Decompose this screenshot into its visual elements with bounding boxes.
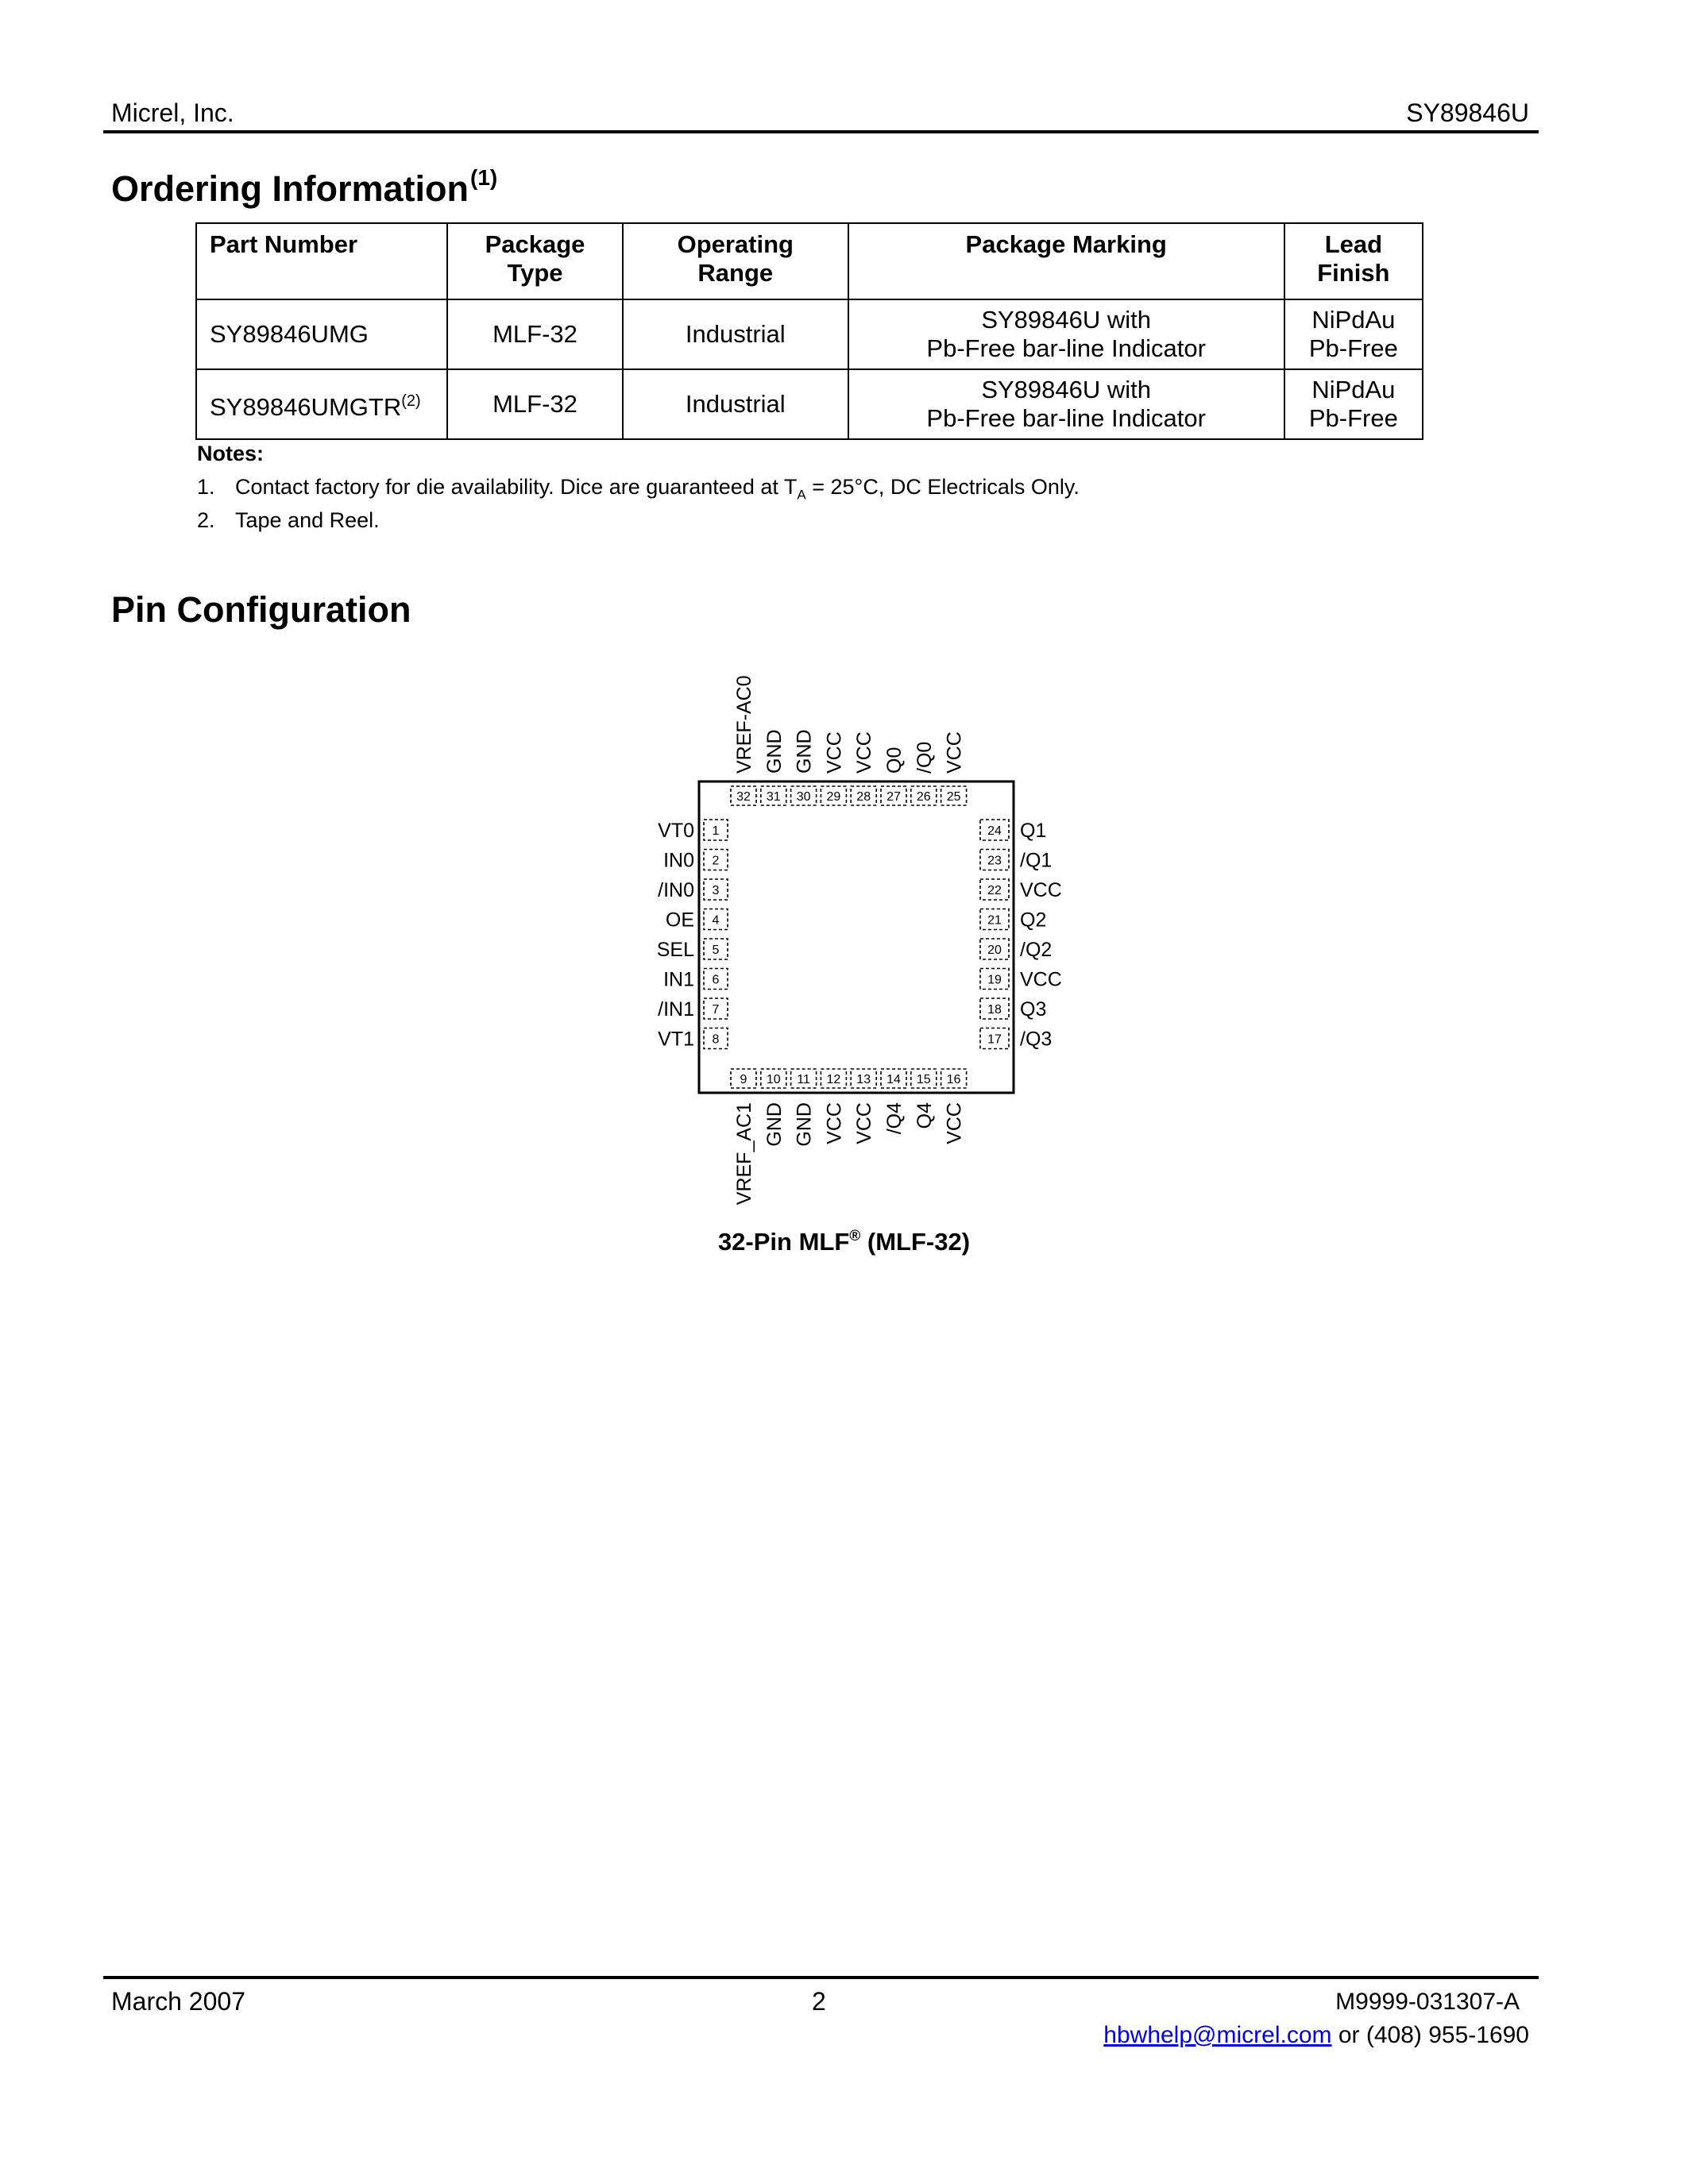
pin-label: VCC [823,731,846,774]
pin-label: /Q0 [913,741,936,774]
cell-part-number: SY89846UMGTR$^{(2)}$ [196,369,447,439]
cell-operating-range: Industrial [623,369,848,439]
pin-label: /Q2 [1020,939,1053,961]
col-lead-finish: Lead Finish [1284,223,1423,299]
pin-label: VCC [943,1102,966,1144]
pin-number: 8 [712,1032,720,1047]
pin-number: 31 [766,790,781,804]
header-part-number: SY89846U [1406,98,1529,127]
footer-rule [103,1976,1539,1979]
pin-number: 2 [712,854,720,868]
footer-doc-number: M9999-031307-A [1335,1989,1520,2015]
pin-number: 20 [987,943,1002,957]
footer-page-number: 2 [812,1987,826,2016]
col-package-marking: Package Marking [848,223,1284,299]
pin-number: 14 [886,1073,901,1086]
pin-label: VCC [943,731,966,774]
cell-package-marking: SY89846U with Pb-Free bar-line Indicator [848,299,1284,369]
pin-label: VCC [823,1102,846,1144]
pin-number: 23 [987,854,1002,868]
pin-number: 32 [736,790,751,804]
ordering-header-row [196,223,1423,299]
pin-number: 16 [946,1073,961,1086]
pin-number: 21 [987,913,1002,928]
pin-label: IN0 [663,849,694,872]
pin-number: 27 [886,790,901,804]
pin-number: 12 [826,1073,841,1086]
pin-label: VREF_AC1 [733,1102,755,1206]
footer-email-link[interactable]: hbwhelp@micrel.com [1103,2022,1332,2048]
pin-number: 30 [796,790,811,804]
pin-label: VCC [853,731,876,774]
pin-label: VT0 [658,820,694,842]
cell-package-type: MLF-32 [447,299,623,369]
pin-number: 10 [766,1073,781,1086]
table-row [196,299,1423,369]
footer-phone: or (408) 955-1690 [1331,2022,1529,2048]
pin-config-title: Pin Configuration [111,589,411,630]
pin-label: /IN0 [658,879,694,901]
cell-package-marking: SY89846U with Pb-Free bar-line Indicator [848,369,1284,439]
cell-part-number: SY89846UMG [196,299,447,369]
pin-label: Q2 [1020,909,1047,932]
figure-caption: 32-Pin MLF® (MLF-32) [717,1228,971,1256]
package-body [699,781,1014,1093]
pin-number: 5 [712,943,720,957]
header-rule [103,130,1539,133]
pin-label: OE [665,909,694,932]
pin-label: Q0 [883,747,906,774]
ordering-table [195,222,1423,440]
footer-date: March 2007 [111,1987,245,2016]
pin-label: VCC [1020,968,1062,991]
footer-contact [1103,2022,1529,2049]
pin-number: 19 [987,973,1002,987]
table-row [196,369,1423,439]
pin-number: 4 [712,913,720,928]
pin-number: 1 [712,824,720,838]
pin-label: SEL [656,939,694,961]
pin-label: Q4 [913,1102,936,1129]
pin-label: /Q4 [883,1102,906,1135]
pin-number: 29 [826,790,841,804]
pin-label: VCC [853,1102,876,1144]
cell-lead-finish: NiPdAu Pb-Free [1284,369,1423,439]
pin-number: 17 [987,1032,1002,1047]
pin-label: GND [793,1102,816,1147]
cell-package-type: MLF-32 [447,369,623,439]
pin-number: 11 [797,1073,810,1086]
pin-number: 6 [712,973,720,987]
pin-number: 13 [856,1073,871,1086]
pin-number: 9 [740,1073,747,1086]
pin-number: 7 [712,1003,720,1017]
ordering-title: Ordering Information$^{(1)}$ [111,165,498,209]
col-operating-range: Operating Range [623,223,848,299]
pin-number: 24 [987,824,1002,838]
pin-label: VT1 [658,1028,694,1051]
col-part-number: Part Number [196,223,447,299]
pin-number: 26 [916,790,931,804]
pin-label: Q1 [1020,820,1047,842]
pin-number: 22 [987,884,1002,897]
pin-number: 15 [916,1073,931,1086]
pin-label: IN1 [663,968,694,991]
pin-diagram [651,667,1064,1207]
pin-label: /Q3 [1020,1028,1053,1051]
pin-number: 3 [712,884,720,897]
pin-label: /Q1 [1020,849,1053,872]
notes-title: Notes: [197,442,265,465]
pin-number: 25 [946,790,961,804]
pin-label: GND [763,1102,786,1147]
pin-label: GND [793,729,816,774]
pin-label: VCC [1020,879,1062,901]
pin-label: GND [763,729,786,774]
pin-label: VREF-AC0 [733,675,755,774]
pin-label: Q3 [1020,998,1047,1021]
pin-label: /IN1 [658,998,694,1021]
header-company: Micrel, Inc. [111,98,234,127]
cell-operating-range: Industrial [623,299,848,369]
pin-number: 28 [856,790,871,804]
cell-lead-finish: NiPdAu Pb-Free [1284,299,1423,369]
col-package-type: Package Type [447,223,623,299]
pin-number: 18 [987,1003,1002,1017]
